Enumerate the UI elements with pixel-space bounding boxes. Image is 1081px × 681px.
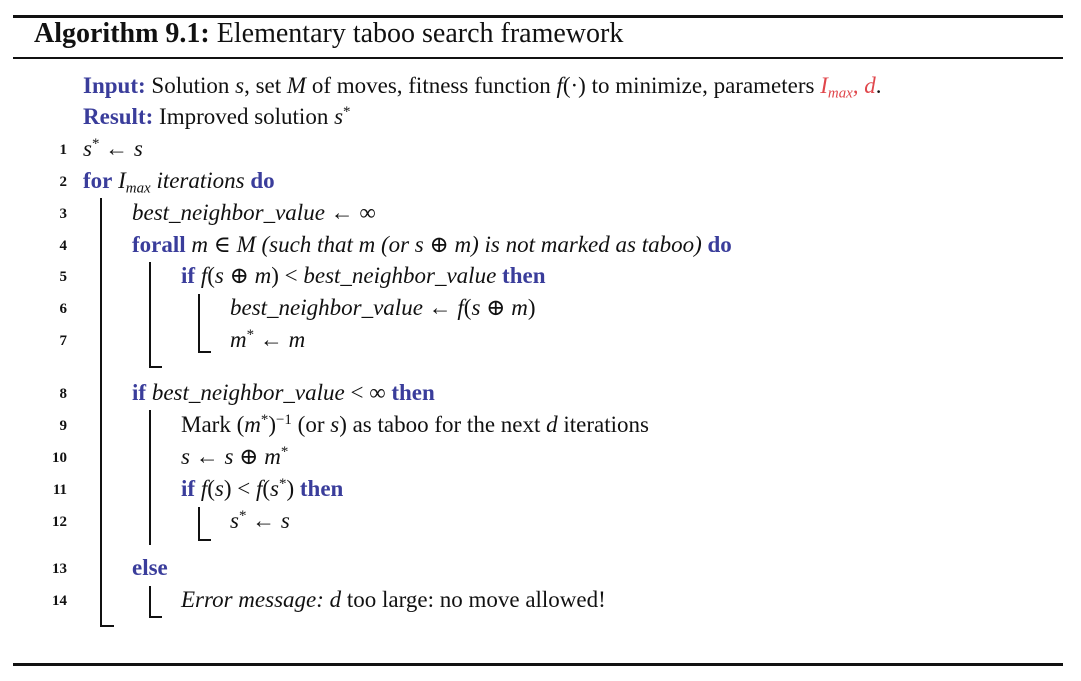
input-label: Input: <box>83 73 146 98</box>
inner-if-block-end <box>198 539 211 541</box>
code-line-2: for $I_{max}$ iterations do <box>83 168 275 197</box>
input-end: . <box>875 73 882 98</box>
result-label: Result: <box>83 104 154 130</box>
keyword-do: do <box>250 168 275 193</box>
forall-block-bar <box>149 262 151 366</box>
line-number: 12 <box>52 514 67 530</box>
keyword-then: then <box>502 263 546 288</box>
keyword-then: then <box>391 380 435 405</box>
input-text: Solution s, set M of moves, fitness function f(·) to minimize, parameters <box>151 73 815 98</box>
line-number: 3 <box>59 206 67 222</box>
keyword-if: if <box>181 263 196 288</box>
keyword-for: for <box>83 168 113 193</box>
algorithm-name: Elementary taboo search framework <box>216 18 624 49</box>
keyword-then: then <box>299 476 344 502</box>
line-number: 1 <box>59 142 67 158</box>
superscript: −1 <box>276 412 292 428</box>
code-line-11: if f(s) < f(s*) then <box>181 476 344 502</box>
code-line-5: if f(s ⊕ m) < best_neighbor_value then <box>181 263 546 288</box>
input-line <box>83 74 882 101</box>
result-line <box>83 105 351 128</box>
code-line-12: s* ← s <box>230 508 290 534</box>
code-line-8: if best_neighbor_value < ∞ then <box>132 380 435 405</box>
code-line-9: Mark $(m^*)^{-1}$ (or s) as taboo for the next d iterations <box>181 412 649 438</box>
if-block-end <box>198 351 211 353</box>
code-line-6: best_neighbor_value ← f(s ⊕ m) <box>230 295 536 320</box>
line-number: 5 <box>59 269 67 285</box>
error-var: d <box>329 587 342 612</box>
for-block-end <box>100 625 114 627</box>
code-line-1: s* ← s <box>83 136 143 162</box>
inner-if-block-bar <box>198 507 200 539</box>
algorithm-title <box>34 18 623 50</box>
title-rule <box>13 57 1063 59</box>
keyword-if: if <box>181 476 196 502</box>
line-number: 6 <box>59 301 67 317</box>
else-block-end <box>149 616 162 618</box>
else-block-bar <box>149 586 151 616</box>
line-number: 9 <box>59 418 67 434</box>
line-number: 13 <box>52 561 67 577</box>
code-line-13 <box>132 556 168 579</box>
keyword-do: do <box>707 232 732 257</box>
line-number: 2 <box>59 174 67 190</box>
input-params: $I_{max}$, d <box>820 73 876 102</box>
error-text: too large: no move allowed! <box>346 587 606 612</box>
if-block-bar <box>198 294 200 351</box>
code-line-3: best_neighbor_value ← ∞ <box>132 200 376 225</box>
line-number: 7 <box>59 333 67 349</box>
result-text: Improved solution s* <box>159 104 351 130</box>
line-number: 14 <box>52 593 67 609</box>
keyword-else: else <box>132 555 168 580</box>
algorithm-label: Algorithm 9.1: <box>34 18 210 49</box>
bottom-rule <box>13 663 1063 666</box>
code-line-4: forall m ∈ M (such that m (or s ⊕ m) is not marked as taboo) do <box>132 232 732 257</box>
line-number: 4 <box>59 238 67 254</box>
code-line-14 <box>181 588 606 611</box>
line-number: 10 <box>52 450 67 466</box>
line-number: 11 <box>52 482 67 498</box>
error-label: Error message: <box>181 587 324 612</box>
keyword-forall: forall <box>132 232 186 257</box>
if-then-block-bar <box>149 410 151 545</box>
forall-block-end <box>149 366 162 368</box>
code-line-10: s ← s ⊕ m* <box>181 444 289 470</box>
keyword-if: if <box>132 380 147 405</box>
line-number: 8 <box>59 386 67 402</box>
for-block-bar <box>100 198 102 625</box>
code-line-7: m* ← m <box>230 327 306 353</box>
